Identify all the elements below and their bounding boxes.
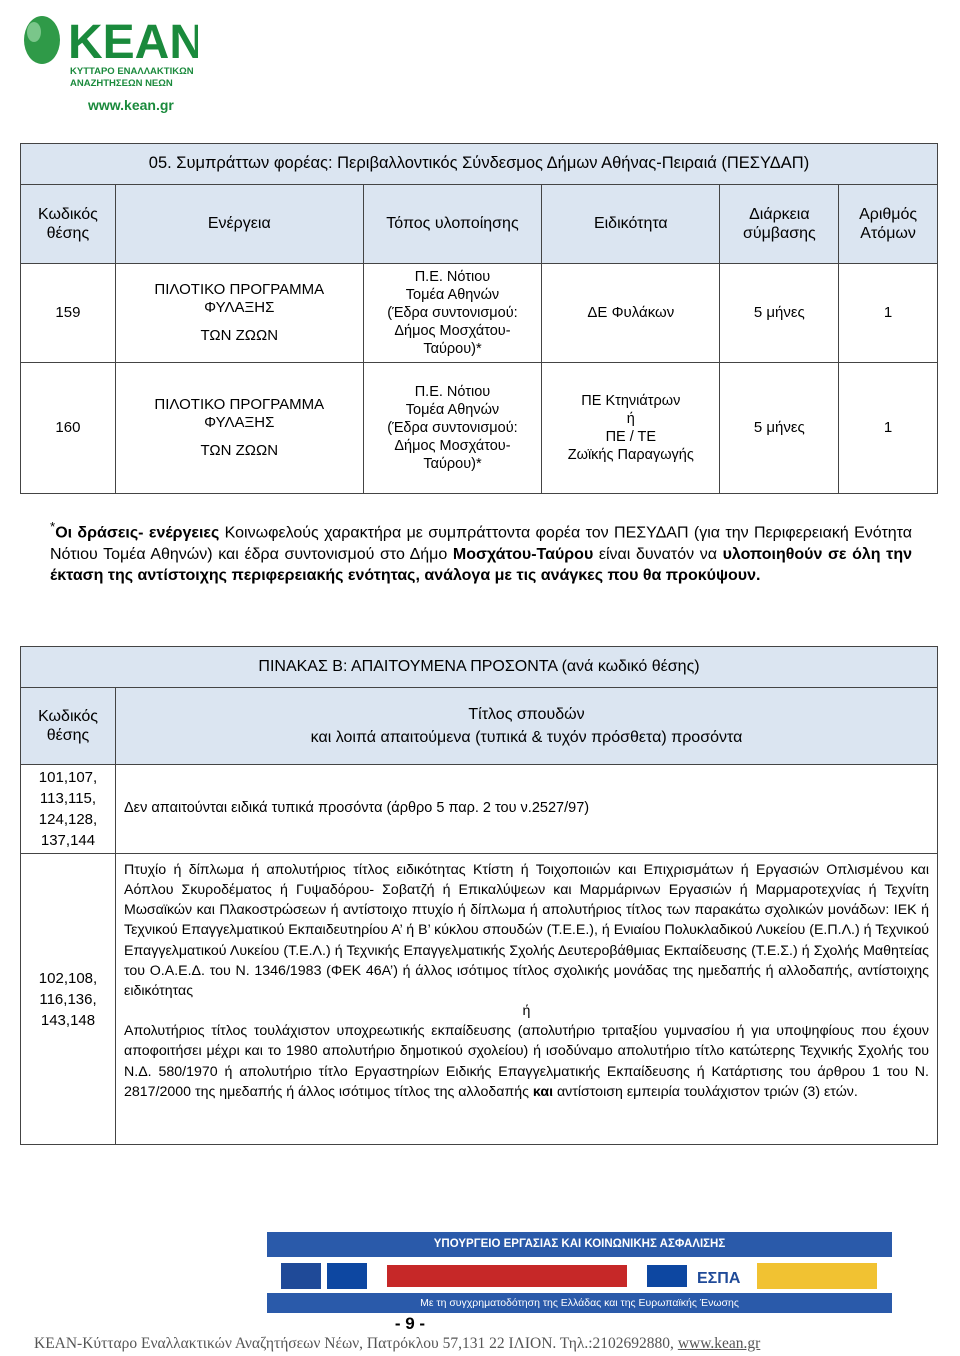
row-activity-line: ΠΙΛΟΤΙΚΟ ΠΡΟΓΡΑΜΜΑ ΦΥΛΑΞΗΣ: [154, 396, 325, 431]
table-row: [21, 765, 938, 854]
code-line: 116,136,: [39, 990, 97, 1008]
row-duration: 5 μήνες: [720, 363, 839, 494]
code-line: 137,144: [40, 832, 96, 849]
specialty-line: ΠΕ / ΤΕ: [605, 429, 657, 445]
row-specialty: [542, 363, 720, 494]
qualifications-title-row: [21, 647, 938, 688]
header-activity: Ενέργεια: [115, 185, 363, 264]
qualifications-table: [20, 646, 938, 1145]
footnote-bold-1: Οι δράσεις- ενέργειες: [55, 524, 220, 542]
qualification-text: [116, 854, 938, 1145]
logo-line1: ΚΥΤΤΑΡΟ ΕΝΑΛΛΑΚΤΙΚΩΝ: [70, 66, 194, 77]
qualification-paragraph-2-text: Απολυτήριος τίτλος τουλάχιστον υποχρεωτικής εκπαίδευσης (απολυτήριο τριταξίου γυμνασίου ή για υποψηφίους που έχουν αποφοιτήσει μέχρι και το 1980 απολυτήριο δημοτικού σχολείου) ή ισοδύναμο απολυτήριο τίτλο κατώτερης Τεχνικής Σχολής του Ν.Δ. 580/1970 ή απολυτήριο τίτλο Εργαστηρίων Ειδικής Επαγγελματικής Εκπαίδευσης ή Κατάρτισης του άρθρου 1 του Ν. 2817/2000 της ημεδαπής ή άλλος ισότιμος τίτλος της αλλοδαπής: [124, 1023, 929, 1100]
place-line: Τομέα Αθηνών: [405, 286, 500, 303]
logo-line2: ΑΝΑΖΗΤΗΣΕΩΝ ΝΕΩΝ: [70, 78, 173, 89]
code-line: 113,115,: [39, 790, 97, 807]
place-line: Τομέα Αθηνών: [405, 401, 500, 418]
footer-link[interactable]: www.kean.gr: [677, 1335, 761, 1352]
specialty-line: Ζωϊκής Παραγωγής: [567, 447, 694, 464]
header-count: Αριθμός Ατόμων: [839, 185, 938, 264]
table-row: [21, 264, 938, 363]
kean-logo-graphic: [18, 6, 198, 116]
row-specialty: ΔΕ Φυλάκων: [542, 264, 720, 363]
qualifications-title: ΠΙΝΑΚΑΣ Β: ΑΠΑΙΤΟΥΜΕΝΑ ΠΡΟΣΟΝΤΑ (ανά κωδικό θέσης): [21, 647, 938, 688]
row-activity-line: ΠΙΛΟΤΙΚΟ ΠΡΟΓΡΑΜΜΑ ΦΥΛΑΞΗΣ: [154, 281, 325, 316]
qualification-paragraph-2-tail: αντίστοιση εμπειρία τουλάχιστον τριών (3) ετών.: [553, 1083, 858, 1100]
place-line: (Έδρα συντονισμού:: [387, 419, 518, 436]
code-line: 143,148: [40, 1011, 96, 1029]
qualifications-header-title-line: Τίτλος σπουδών: [468, 705, 585, 723]
code-line: 101,107,: [38, 769, 98, 786]
row-code: 159: [21, 264, 116, 363]
footnote-text-1: Κοινωφελούς χαρακτήρα με συμπράττοντα φορέα τον ΠΕΣΥΔΑΠ (για την Περιφερειακή Ενότητα Νότιου Τομέα Αθηνών) και έδρα συντονισμού στο Δήμο: [50, 524, 913, 563]
banner-logos-graphic: [267, 1257, 892, 1293]
banner-ministry: ΥΠΟΥΡΓΕΙΟ ΕΡΓΑΣΙΑΣ ΚΑΙ ΚΟΙΝΩΝΙΚΗΣ ΑΣΦΑΛΙΣΗΣ: [267, 1232, 892, 1257]
row-code: 160: [21, 363, 116, 494]
footnote-bold-2: Μοσχάτου-Ταύρου: [452, 545, 594, 563]
header-code: Κωδικός θέσης: [21, 185, 116, 264]
banner-espa: ΕΣΠΑ: [697, 1270, 741, 1287]
row-activity-line: ΤΩΝ ΖΩΩΝ: [200, 327, 279, 344]
qualifications-header-title: [116, 688, 938, 765]
place-line: Π.Ε. Νότιου: [414, 383, 491, 400]
page-footer: [34, 1335, 954, 1353]
qualification-paragraph-2: [124, 1021, 929, 1102]
qualification-paragraph-2-and: και: [532, 1083, 554, 1100]
row-place: [363, 363, 541, 494]
footnote-bold-3: υλοποιηθούν σε όλη την έκταση της αντίστοιχης περιφερειακής ενότητας, ανάλογα με τις ανάγκες που θα προκύψουν.: [50, 545, 912, 584]
row-activity-line: ΤΩΝ ΖΩΩΝ: [200, 442, 279, 459]
place-line: Δήμος Μοσχάτου-: [394, 323, 511, 340]
row-activity: [115, 264, 363, 363]
row-place: [363, 264, 541, 363]
footnote-star: *: [50, 519, 56, 534]
row-count: 1: [839, 363, 938, 494]
positions-table-title-row: [21, 144, 938, 185]
qualifications-header-code: Κωδικός θέσης: [21, 688, 116, 765]
page-number: - 9 -: [394, 1314, 426, 1333]
logo-name: ΚΕΑΝ: [68, 16, 198, 69]
banner-cofunding: Με τη συγχρηματοδότηση της Ελλάδας και της Ευρωπαϊκής Ένωσης: [267, 1293, 892, 1313]
row-activity: [115, 363, 363, 494]
place-line: (Έδρα συντονισμού:: [387, 304, 518, 321]
header-place: Τόπος υλοποίησης: [363, 185, 541, 264]
footnote-text-2: είναι δυνατόν να: [593, 545, 723, 563]
footnote: [50, 518, 912, 586]
qualification-codes: [21, 854, 116, 1145]
funding-banner: [267, 1232, 892, 1313]
place-line: Π.Ε. Νότιου: [414, 268, 491, 285]
qualification-or: ή: [522, 1003, 531, 1020]
code-line: 124,128,: [38, 811, 98, 828]
qualification-codes: [21, 765, 116, 854]
place-line: Ταύρου)*: [423, 456, 482, 473]
positions-table-title: 05. Συμπράττων φορέας: Περιβαλλοντικός Σύνδεσμος Δήμων Αθήνας-Πειραιά (ΠΕΣΥΔΑΠ): [21, 144, 938, 185]
positions-table: [20, 143, 938, 494]
logo-url: www.kean.gr: [88, 97, 174, 113]
specialty-line: ΠΕ Κτηνιάτρων: [581, 392, 681, 409]
footer-text: ΚΕΑΝ-Κύτταρο Εναλλακτικών Αναζητήσεων Νέων, Πατρόκλου 57,131 22 ΙΛΙΟΝ. Τηλ.:2102692880,: [34, 1335, 678, 1352]
positions-table-header-row: [21, 185, 938, 264]
kean-logo: [18, 6, 198, 116]
code-line: 102,108,: [38, 969, 98, 987]
specialty-line: ή: [626, 410, 635, 427]
qualifications-header-title-line: και λοιπά απαιτούμενα (τυπικά & τυχόν πρόσθετα) προσόντα: [310, 729, 743, 746]
place-line: Ταύρου)*: [423, 341, 482, 358]
banner-logos: [267, 1257, 892, 1293]
row-duration: 5 μήνες: [720, 264, 839, 363]
header-specialty: Ειδικότητα: [542, 185, 720, 264]
qualification-paragraph-1: Πτυχίο ή δίπλωμα ή απολυτήριος τίτλος ειδικότητας Κτίστη ή Τοιχοποιιών και Επιχρισμάτων ή Εργασιών Οπλισμένου και Αόπλου Σκυροδέματος ή Γυψαδόρου- Σοβατζή ή Επικαλύψεων και Μαρμάρινων Εργασιών ή Μαρμαροτεχνίας ή Τεχνίτη Μωσαϊκών και Πλακοστρώσεων ή αντίστοιχο πτυχίο ή δίπλωμα ή απολυτήριος τίτλος των παρακάτω σχολικών μονάδων: ΙΕΚ ή Τεχνικού Επαγγελματικού Εκπαιδευτηρίου Α’ ή Β’ κύκλου σπουδών (Τ.Ε.Ε.), ή Ενιαίου Πολυκλαδικού Λυκείου (Ε.Π.Λ.) ή Τεχνικού Επαγγελματικού Λυκείου (Τ.Ε.Λ.) ή Τεχνικής Επαγγελματικής Σχολής Δευτεροβάθμιας Εκπαίδευσης (Τ.Ε.Σ.) ή Σχολής Μαθητείας του Ο.Α.Ε.Δ. του Ν. 1346/1983 (ΦΕΚ 46Α’) ή άλλος ισότιμος τίτλος σχολικής μονάδας της ημεδαπής ή αλλοδαπής, αντίστοιχης ειδικότητας: [124, 862, 929, 999]
header-duration: Διάρκεια σύμβασης: [720, 185, 839, 264]
place-line: Δήμος Μοσχάτου-: [394, 438, 511, 455]
table-row: [21, 854, 938, 1145]
row-count: 1: [839, 264, 938, 363]
table-row: [21, 363, 938, 494]
qualifications-header-row: [21, 688, 938, 765]
qualification-text: Δεν απαιτούνται ειδικά τυπικά προσόντα (άρθρο 5 παρ. 2 του ν.2527/97): [116, 765, 938, 854]
